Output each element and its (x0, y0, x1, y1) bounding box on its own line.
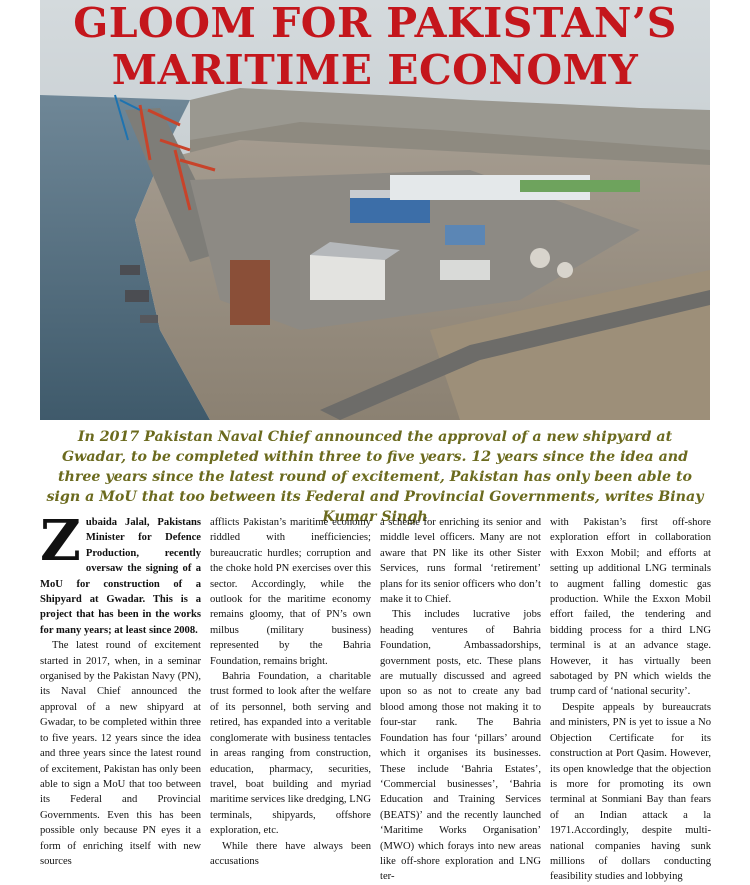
paragraph: afflicts Pakistan’s maritime economy riddled with inefficiencies; bureaucratic hurdles; corruption and the choke hold PN exercises over this sector. Accordingly, while the outlook for the maritime economy remains gloomy, that of PN’s own milbus (military business) represented by the Bahria Foundation, remains bright. (210, 517, 371, 667)
paragraph: While there have always been accusations (210, 840, 371, 867)
paragraph: Despite appeals by bureaucrats and ministers, PN is yet to issue a No Objection Certificate for its construction at Port Qasim. However, its open knowledge that the objection is more for promoting its own terminal at Sonmiani Bay than fears of an Indian attack a la 1971.Accordingly, despite multi-national companies having sunk millions of dollars conducting feasibility studies and lobbying (550, 701, 711, 883)
headline-line-2: MARITIME ECONOMY (111, 46, 639, 94)
lead-paragraph (40, 508, 201, 638)
paragraph: The latest round of excitement started in 2017, when, in a seminar organised by the Pakistan Navy (PN), its Naval Chief announced the approval of a new shipyard at Gwadar, to be completed within three to five years. 12 years since the idea and three years since the latest round of excitement, Pakistan has only been able to sign a MoU that too between its Federal and Provincial Governments. Even this has been possible only because PN eyes it a form of enriching itself with new sources (40, 640, 201, 867)
paragraph: Bahria Foundation, a charitable trust formed to look after the welfare of its personnel, both serving and retired, has expanded into a veritable conglomerate with business tentacles in areas ranging from construction, education, pharmacy, securities, travel, boat building and myriad maritime services like dredging, LNG terminals, shipyards, offshore exploration, etc. (210, 671, 371, 837)
paragraph: This includes lucrative jobs heading ventures of Bahria Foundation, Ambassadorships, government posts, etc. These plans are mutually discussed and agreed upon so as not to create any bad blood among those not making it to four-star rank. The Bahria Foundation has four ‘pillars’ around which it organises its businesses. These include ‘Bahria Estates’, ‘Commercial businesses’, ‘Bahria Education and Training Services (BEATS)’ and the recently launched ‘Maritime Works Organisation’ (MWO) which forays into new areas like off-shore exploration and LNG ter- (380, 609, 541, 883)
column-2 (210, 515, 371, 885)
drop-cap: Z (40, 508, 81, 574)
standfirst: In 2017 Pakistan Naval Chief announced the approval of a new shipyard at Gwadar, to be completed within three to five years. 12 years since the idea and three years since the latest round of excitement, Pakistan has only been able to sign a MoU that too between its Federal and Provincial Governments, writes Binay Kumar Singh (46, 429, 704, 525)
article-body (40, 508, 712, 883)
column-1 (40, 508, 201, 885)
paragraph: a scheme for enriching its senior and middle level officers. Many are not aware that PN like its other Sister Services, runs formal ‘retirement’ plans for its senior officers who don’t make it to Chief. (380, 517, 541, 606)
column-3 (380, 515, 541, 885)
column-4 (550, 515, 711, 885)
headline (40, 0, 710, 94)
headline-line-1: GLOOM FOR PAKISTAN’S (73, 0, 677, 47)
lead-text: ubaida Jalal, Pakistans Minister for Defence Production, recently oversaw the signing of a MoU for construction of a Shipyard at Gwadar. This is a project that has been in the works for many years; at least since 2008. (40, 517, 201, 636)
paragraph: with Pakistan’s first off-shore exploration effort in collaboration with Exxon Mobil; and efforts at setting up additional LNG terminals to augment falling domestic gas production. While the Exxon Mobil effort failed, the tendering and bidding process for a third LNG terminal is at an advance stage. However, it has virtually been sabotaged by PN which wields the trump card of ‘national security’. (550, 517, 711, 698)
